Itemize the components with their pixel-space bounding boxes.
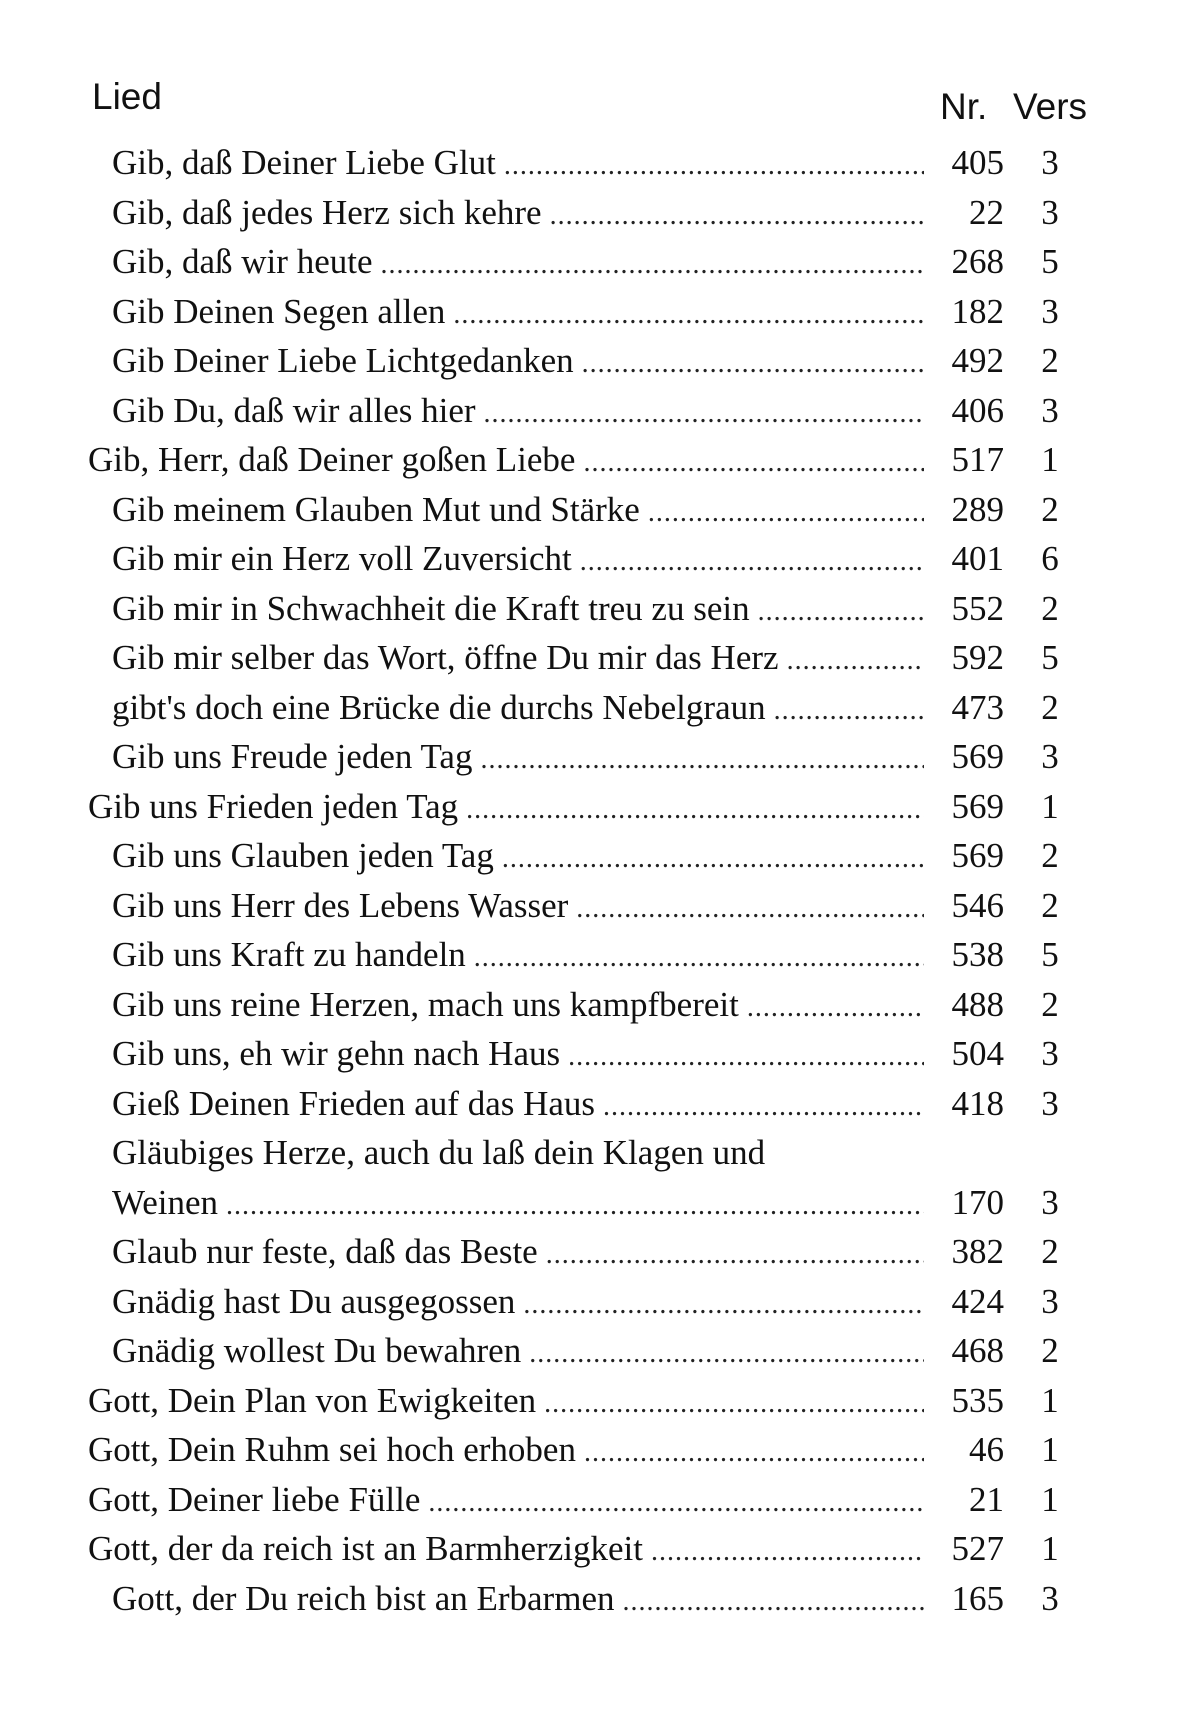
- dot-leader: [550, 191, 924, 241]
- entry-number: 492: [951, 341, 1004, 380]
- entry-verse: 1: [1041, 1430, 1059, 1469]
- entry-title: Gib Du, daß wir alles hier: [112, 390, 476, 430]
- entry-verse: 5: [1041, 935, 1059, 974]
- entry-title-block: [112, 980, 924, 1030]
- entry-title-block: [112, 237, 924, 287]
- entry-number: 569: [951, 737, 1004, 776]
- dot-leader: [428, 1478, 924, 1528]
- dot-leader: [580, 537, 924, 587]
- entry-title: Gott, der Du reich bist an Erbarmen: [112, 1578, 615, 1618]
- index-entry: [0, 1128, 1181, 1227]
- entry-title-block: [88, 1376, 924, 1426]
- entry-number: 21: [969, 1479, 1004, 1519]
- entry-verse: 2: [1041, 341, 1059, 380]
- entry-number: 504: [951, 1034, 1004, 1073]
- entry-title-block: [112, 1029, 924, 1079]
- entry-title: Gib uns reine Herzen, mach uns kampfbereit: [112, 984, 739, 1024]
- dot-leader: [544, 1379, 924, 1429]
- entry-title: Gib, daß jedes Herz sich kehre: [112, 192, 542, 232]
- index-entry: [0, 435, 1181, 485]
- entry-number: 424: [951, 1281, 1004, 1321]
- index-entry: [0, 386, 1181, 436]
- entry-number: 165: [951, 1578, 1004, 1618]
- entry-title-block: [112, 485, 924, 535]
- entry-title: Gib, Herr, daß Deiner goßen Liebe: [88, 440, 576, 479]
- entry-title: Glaub nur feste, daß das Beste: [112, 1232, 538, 1271]
- entry-title-block: [112, 386, 924, 436]
- entry-number: 406: [951, 390, 1004, 430]
- entry-title: Gläubiges Herze, auch du laß dein Klagen und: [112, 1133, 766, 1172]
- entry-verse: 1: [1041, 1529, 1059, 1568]
- entry-verse: 3: [1041, 143, 1059, 182]
- entry-verse: 1: [1041, 440, 1059, 479]
- dot-leader: [774, 686, 924, 736]
- index-entry: [0, 1376, 1181, 1426]
- entry-number: 289: [951, 489, 1004, 529]
- entry-title: Gieß Deinen Frieden auf das Haus: [112, 1083, 596, 1123]
- entry-title-block: [112, 881, 924, 931]
- dot-leader: [603, 1082, 924, 1132]
- entry-title-block: [112, 534, 924, 584]
- entry-title-block: [112, 584, 924, 634]
- entry-verse: 2: [1041, 588, 1059, 628]
- entry-verse: 3: [1041, 1083, 1059, 1123]
- entry-title-block: [88, 435, 924, 485]
- entry-title: Gib uns Herr des Lebens Wasser: [112, 885, 569, 925]
- entry-verse: 3: [1041, 1182, 1059, 1222]
- index-entry: [0, 485, 1181, 535]
- entry-title: Gib uns Kraft zu handeln: [112, 935, 466, 974]
- entry-title: Gib Deinen Segen allen: [112, 291, 446, 331]
- entry-number: 401: [951, 539, 1004, 578]
- entry-title: Gott, Dein Ruhm sei hoch erhoben: [88, 1430, 576, 1469]
- entry-number: 418: [951, 1083, 1004, 1123]
- entry-title-continuation: Weinen: [112, 1182, 219, 1222]
- entry-verse: 1: [1041, 1380, 1059, 1420]
- index-entry: [0, 930, 1181, 980]
- index-entry: [0, 287, 1181, 337]
- entry-title-block: [112, 1128, 924, 1227]
- dot-leader: [787, 636, 924, 686]
- index-entry: [0, 138, 1181, 188]
- entry-number: 592: [951, 638, 1004, 677]
- entry-number: 552: [951, 588, 1004, 628]
- entry-verse: 3: [1041, 390, 1059, 430]
- entry-title: Gott, Dein Plan von Ewigkeiten: [88, 1380, 537, 1420]
- entry-verse: 3: [1041, 192, 1059, 232]
- entry-title: Gib, daß Deiner Liebe Glut: [112, 143, 496, 182]
- entry-title: Gib Deiner Liebe Lichtgedanken: [112, 341, 574, 380]
- dot-leader: [583, 438, 924, 488]
- column-header-nr: Nr.: [940, 86, 988, 127]
- dot-leader: [523, 1280, 924, 1330]
- index-entry: [0, 782, 1181, 832]
- index-entry: [0, 1029, 1181, 1079]
- dot-leader: [484, 389, 924, 439]
- dot-leader: [747, 983, 924, 1033]
- entry-title: Gib uns Frieden jeden Tag: [88, 786, 459, 826]
- entry-verse: 2: [1041, 1331, 1059, 1370]
- entry-title-block: [88, 1475, 924, 1525]
- index-entry: [0, 584, 1181, 634]
- entry-number: 538: [951, 935, 1004, 974]
- entry-title: Gib uns, eh wir gehn nach Haus: [112, 1034, 561, 1073]
- index-entry: [0, 336, 1181, 386]
- entry-number: 488: [951, 984, 1004, 1024]
- dot-leader: [651, 1527, 924, 1577]
- entry-number: 569: [951, 836, 1004, 875]
- entry-title-block: [112, 930, 924, 980]
- entry-title-block: [112, 1277, 924, 1327]
- entry-number: 517: [951, 440, 1004, 479]
- entry-verse: 1: [1041, 1479, 1059, 1519]
- entry-number: 170: [951, 1182, 1004, 1222]
- entry-title: Gnädig wollest Du bewahren: [112, 1331, 522, 1370]
- entry-verse: 5: [1041, 638, 1059, 677]
- index-entry: [0, 732, 1181, 782]
- index-entry: [0, 1524, 1181, 1574]
- dot-leader: [380, 240, 924, 290]
- entry-number: 527: [951, 1529, 1004, 1568]
- entry-number: 405: [951, 143, 1004, 182]
- entry-title-block: [112, 188, 924, 238]
- entry-title: gibt's doch eine Brücke die durchs Nebelgraun: [112, 687, 766, 727]
- index-entry: [0, 1425, 1181, 1475]
- entry-number: 569: [951, 786, 1004, 826]
- entry-number: 46: [969, 1430, 1004, 1469]
- dot-leader: [529, 1329, 924, 1379]
- entry-number: 382: [951, 1232, 1004, 1271]
- column-header-vers: Vers: [1013, 86, 1088, 127]
- entry-number: 22: [969, 192, 1004, 232]
- entry-title-block: [112, 336, 924, 386]
- entry-verse: 2: [1041, 1232, 1059, 1271]
- entry-number: 468: [951, 1331, 1004, 1370]
- column-header-lied: Lied: [92, 76, 162, 117]
- entry-verse: 3: [1041, 1034, 1059, 1073]
- entry-title-block: [112, 138, 924, 188]
- dot-leader: [466, 785, 924, 835]
- index-entry: [0, 633, 1181, 683]
- dot-leader: [474, 933, 924, 983]
- entry-verse: 3: [1041, 1578, 1059, 1618]
- entry-title-block: [112, 683, 924, 733]
- entry-verse: 3: [1041, 291, 1059, 331]
- index-entry: [0, 1277, 1181, 1327]
- entry-verse: 3: [1041, 1281, 1059, 1321]
- entry-title-block: [112, 633, 924, 683]
- entry-title: Gib meinem Glauben Mut und Stärke: [112, 489, 640, 529]
- index-entry: [0, 1475, 1181, 1525]
- dot-leader: [758, 587, 924, 637]
- dot-leader: [584, 1428, 924, 1478]
- index-entry: [0, 980, 1181, 1030]
- entry-title-block: [112, 1227, 924, 1277]
- entry-title-block: [88, 1524, 924, 1574]
- entry-number: 473: [951, 687, 1004, 727]
- entry-title-block: [112, 831, 924, 881]
- entry-title: Gott, Deiner liebe Fülle: [88, 1479, 421, 1519]
- dot-leader: [480, 735, 924, 785]
- entry-number: 546: [951, 885, 1004, 925]
- entry-title-block: [88, 782, 924, 832]
- dot-leader: [226, 1181, 924, 1231]
- dot-leader: [546, 1230, 924, 1280]
- entry-verse: 2: [1041, 984, 1059, 1024]
- index-entry: [0, 1326, 1181, 1376]
- entry-verse: 6: [1041, 539, 1059, 578]
- entry-verse: 2: [1041, 687, 1059, 727]
- entry-title-block: [112, 732, 924, 782]
- entry-number: 182: [951, 291, 1004, 331]
- entry-verse: 1: [1041, 786, 1059, 826]
- dot-leader: [582, 339, 924, 389]
- entry-title-block: [88, 1425, 924, 1475]
- dot-leader: [504, 141, 924, 191]
- index-entry: [0, 1079, 1181, 1129]
- index-entry: [0, 237, 1181, 287]
- entry-title: Gib, daß wir heute: [112, 242, 373, 281]
- entry-title-block: [112, 1326, 924, 1376]
- entry-verse: 3: [1041, 737, 1059, 776]
- entry-title-block: [112, 1079, 924, 1129]
- dot-leader: [576, 884, 924, 934]
- entry-number: 535: [951, 1380, 1004, 1420]
- entry-title: Gib uns Glauben jeden Tag: [112, 836, 494, 875]
- entry-title-block: [112, 1574, 924, 1624]
- entry-verse: 5: [1041, 242, 1059, 281]
- index-entry: [0, 188, 1181, 238]
- dot-leader: [622, 1577, 924, 1627]
- index-entry: [0, 534, 1181, 584]
- dot-leader: [568, 1032, 924, 1082]
- entry-title: Gib mir in Schwachheit die Kraft treu zu sein: [112, 588, 750, 628]
- index-entry: [0, 1574, 1181, 1624]
- index-entry: [0, 831, 1181, 881]
- entry-number: 268: [951, 242, 1004, 281]
- index-entry: [0, 1227, 1181, 1277]
- entry-title: Gib mir ein Herz voll Zuversicht: [112, 539, 572, 578]
- entry-title: Gnädig hast Du ausgegossen: [112, 1281, 516, 1321]
- index-entry: [0, 881, 1181, 931]
- dot-leader: [502, 834, 924, 884]
- entry-verse: 2: [1041, 489, 1059, 529]
- index-entry: [0, 683, 1181, 733]
- song-index-list: [0, 138, 1181, 1623]
- entry-verse: 2: [1041, 836, 1059, 875]
- dot-leader: [648, 488, 924, 538]
- dot-leader: [453, 290, 924, 340]
- entry-title: Gib uns Freude jeden Tag: [112, 737, 473, 776]
- entry-title-block: [112, 287, 924, 337]
- entry-title: Gott, der da reich ist an Barmherzigkeit: [88, 1529, 643, 1568]
- entry-verse: 2: [1041, 885, 1059, 925]
- entry-title: Gib mir selber das Wort, öffne Du mir das Herz: [112, 638, 779, 677]
